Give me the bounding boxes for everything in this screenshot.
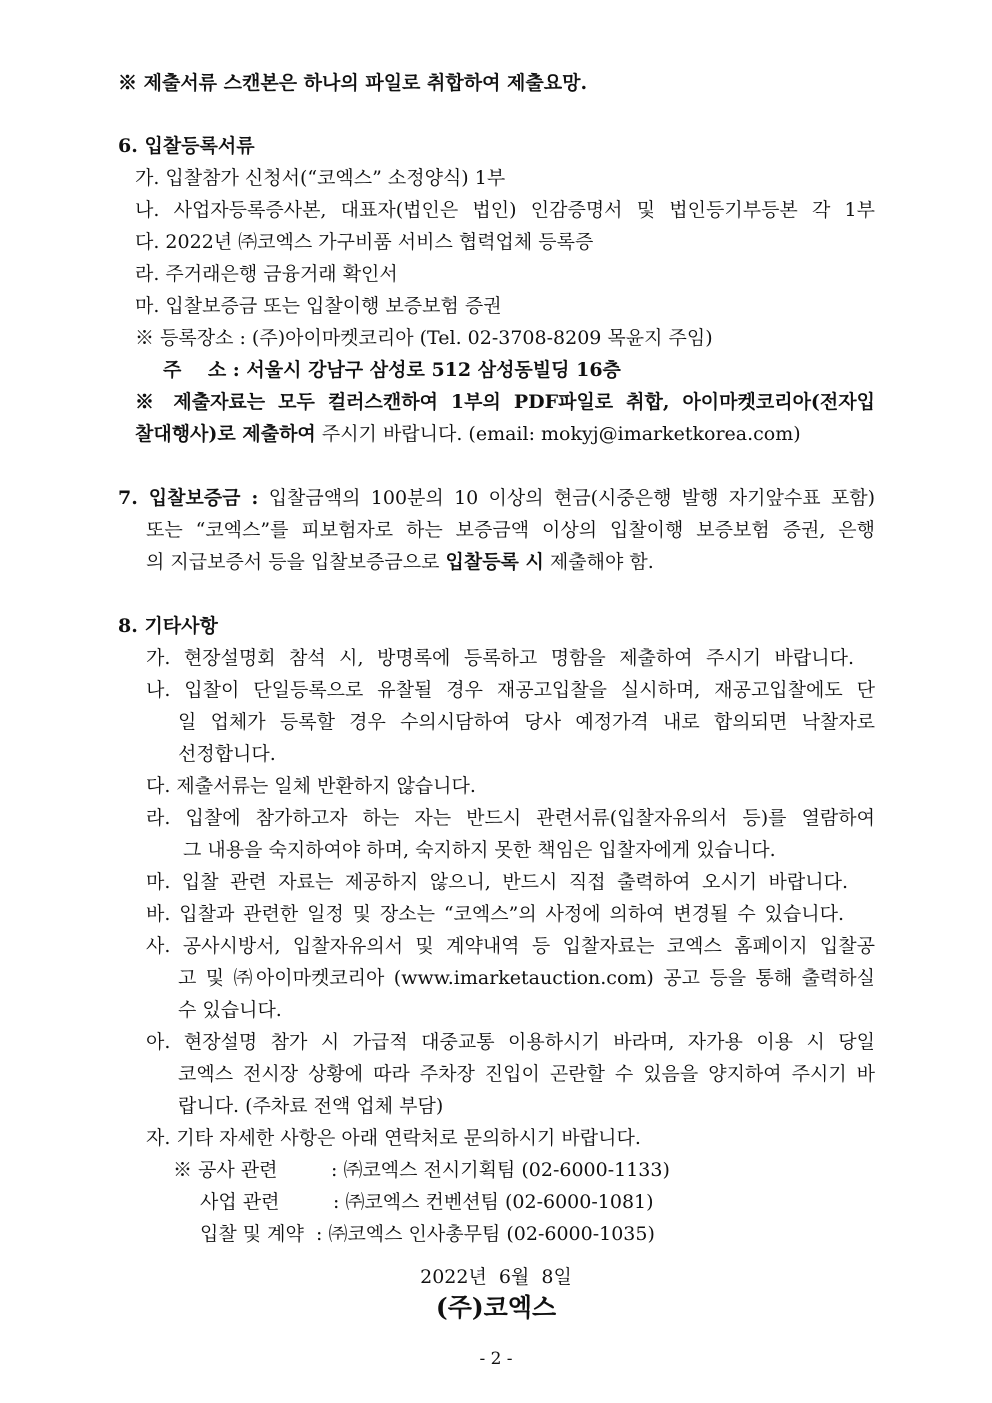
s8-item-ma: 마. 입찰 관련 자료는 제공하지 않으니, 반드시 직접 출력하여 오시기 바랍니다.: [146, 871, 848, 893]
s8-item-sa-2: 고 및 ㈜아이마켓코리아 (www.imarketauction.com) 공고 등을 통해 출력하실: [178, 967, 875, 989]
section-8-heading: 8. 기타사항: [118, 615, 218, 637]
section-7-line1: [118, 485, 875, 511]
section-7-text3a: 의 지급보증서 등을 입찰보증금으로: [146, 551, 446, 573]
company-name: (주)코엑스: [435, 1293, 557, 1322]
s8-item-ra-2: 그 내용을 숙지하여야 하며, 숙지하지 못한 책임은 입찰자에게 있습니다.: [183, 839, 776, 861]
s6-item-na: 나. 사업자등록증사본, 대표자(법인은 법인) 인감증명서 및 법인등기부등본 각 1부: [135, 199, 875, 221]
submit-notice-bold: 찰대행사)로 제출하여: [135, 423, 316, 445]
submit-notice-line1: ※ 제출자료는 모두 컬러스캔하여 1부의 PDF파일로 취합, 아이마켓코리아(전자입: [135, 391, 875, 413]
document-date: 2022년 6월 8일: [420, 1266, 572, 1288]
submit-notice-email: 주시기 바랍니다. (email: mokyj@imarketkorea.com): [315, 423, 801, 445]
s6-item-da: 다. 2022년 ㈜코엑스 가구비품 서비스 협력업체 등록증: [135, 231, 594, 253]
section-7-label: 7. 입찰보증금 :: [118, 487, 259, 509]
s8-item-ra-1: 라. 입찰에 참가하고자 하는 자는 반드시 관련서류(입찰자유의서 등)를 열람하여: [146, 807, 875, 829]
s6-item-ra: 라. 주거래은행 금융거래 확인서: [135, 263, 398, 285]
section-7-line2: 또는 “코엑스”를 피보험자로 하는 보증금액 이상의 입찰이행 보증보험 증권, 은행: [146, 519, 875, 541]
section-7-bold: 입찰등록 시: [445, 551, 544, 573]
contact-value: : ㈜코엑스 컨벤션팀 (02-6000-1081): [333, 1191, 654, 1213]
submit-notice-line2: [135, 421, 801, 447]
s8-item-ja: 자. 기타 자세한 사항은 아래 연락처로 문의하시기 바랍니다.: [146, 1127, 641, 1149]
address-label: 주 소 :: [163, 359, 240, 381]
section-6-heading: 6. 입찰등록서류: [118, 135, 255, 157]
s8-item-sa-1: 사. 공사시방서, 입찰자유의서 및 계약내역 등 입찰자료는 코엑스 홈페이지 입찰공: [146, 935, 875, 957]
contact-label: 사업 관련: [200, 1191, 280, 1213]
contact-value: : ㈜코엑스 전시기획팀 (02-6000-1133): [331, 1159, 670, 1181]
s8-item-sa-3: 수 있습니다.: [178, 999, 282, 1021]
scan-notice: ※ 제출서류 스캔본은 하나의 파일로 취합하여 제출요망.: [118, 72, 588, 94]
address-value: 서울시 강남구 삼성로 512 삼성동빌딩 16층: [246, 359, 621, 381]
s6-item-ma: 마. 입찰보증금 또는 입찰이행 보증보험 증권: [135, 295, 502, 317]
contact-value: : ㈜코엑스 인사총무팀 (02-6000-1035): [316, 1223, 655, 1245]
s8-item-a-3: 랍니다. (주차료 전액 업체 부담): [178, 1095, 444, 1117]
s8-item-a-1: 아. 현장설명 참가 시 가급적 대중교통 이용하시기 바라며, 자가용 이용 시 당일: [146, 1031, 875, 1053]
s8-item-ba: 바. 입찰과 관련한 일정 및 장소는 “코엑스”의 사정에 의하여 변경될 수 있습니다.: [146, 903, 844, 925]
section-7-line3: [146, 549, 654, 575]
section-7-text3c: 제출해야 함.: [543, 551, 654, 573]
s8-item-ga: 가. 현장설명회 참석 시, 방명록에 등록하고 명함을 제출하여 주시기 바랍니다.: [146, 647, 854, 669]
contact-label: 입찰 및 계약: [200, 1223, 304, 1245]
s6-item-ga: 가. 입찰참가 신청서(“코엑스” 소정양식) 1부: [135, 167, 506, 189]
s8-item-na-3: 선정합니다.: [178, 743, 276, 765]
registration-place: ※ 등록장소 : (주)아이마켓코리아 (Tel. 02-3708-8209 목윤지 주임): [135, 327, 713, 349]
s8-item-da: 다. 제출서류는 일체 반환하지 않습니다.: [146, 775, 476, 797]
s8-item-a-2: 코엑스 전시장 상황에 따라 주차장 진입이 곤란할 수 있음을 양지하여 주시기 바: [178, 1063, 875, 1085]
contact-row: [200, 1189, 654, 1215]
s8-item-na-1: 나. 입찰이 단일등록으로 유찰될 경우 재공고입찰을 실시하며, 재공고입찰에도 단: [146, 679, 875, 701]
page-number: - 2 -: [479, 1349, 513, 1369]
address-line: [163, 357, 621, 383]
section-7-text1: 입찰금액의 100분의 10 이상의 현금(시중은행 발행 자기앞수표 포함): [258, 487, 875, 509]
contact-row: [200, 1221, 655, 1247]
s8-item-na-2: 일 업체가 등록할 경우 수의시담하여 당사 예정가격 내로 합의되면 낙찰자로: [178, 711, 875, 733]
contact-label: ※ 공사 관련: [173, 1159, 278, 1181]
contact-row: [173, 1157, 670, 1183]
